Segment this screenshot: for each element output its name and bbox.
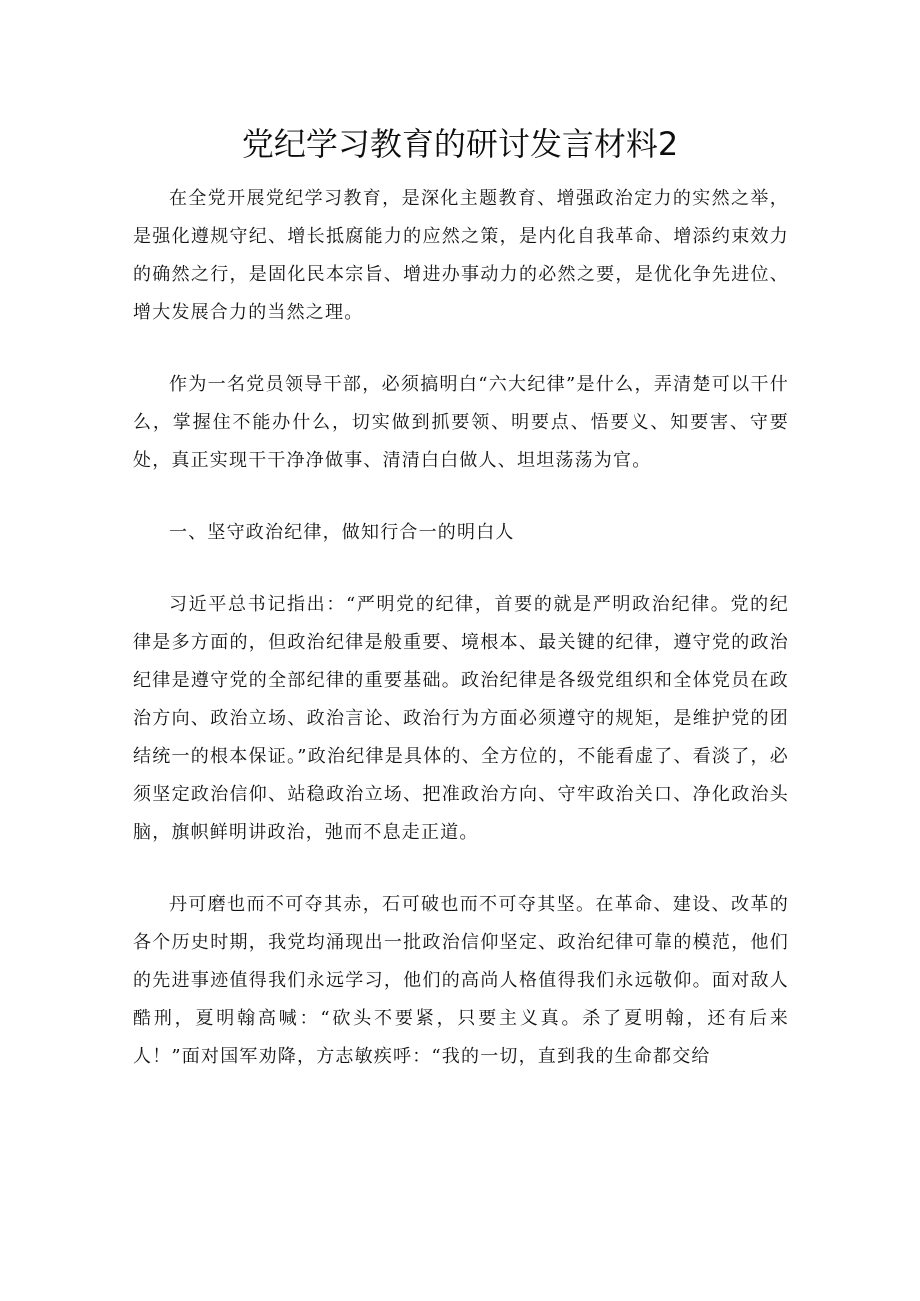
- document-body: [133, 180, 789, 1076]
- intro-paragraph-2: 作为一名党员领导干部，必须搞明白“六大纪律”是什么，弄清楚可以干什么，掌握住不能办什么，切实做到抓要领、明要点、悟要义、知要害、守要处，真正实现干干净净做事、清清白白做人、坦坦荡荡为官。: [133, 374, 789, 471]
- section-paragraph-1: 习近平总书记指出：“严明党的纪律，首要的就是严明政治纪律。党的纪律是多方面的，但政治纪律是般重要、境根本、最关键的纪律，遵守党的政治纪律是遵守党的全部纪律的重要基础。政治纪律是各级党组织和全体党员在政治方向、政治立场、政治言论、政治行为方面必须遵守的规矩，是维护党的团结统一的根本保证。”政治纪律是具体的、全方位的，不能看虚了、看淡了，必须坚定政治信仰、站稳政治立场、把准政治方向、守牢政治关口、净化政治头脑，旗帜鲜明讲政治，弛而不息走正道。: [133, 594, 789, 843]
- section-paragraph-2: 丹可磨也而不可夺其赤，石可破也而不可夺其坚。在革命、建设、改革的各个历史时期，我党均涌现出一批政治信仰坚定、政治纪律可靠的模范，他们的先进事迹值得我们永远学习，他们的高尚人格值得我们永远敬仰。面对敌人酷刑，夏明翰高喊：“砍头不要紧，只要主义真。杀了夏明翰，还有后来人！”面对国军劝降，方志敏疾呼：“我的一切，直到我的生命都交给: [133, 894, 789, 1067]
- intro-paragraph-1: 在全党开展党纪学习教育，是深化主题教育、增强政治定力的实然之举，是强化遵规守纪、增长抵腐能力的应然之策，是内化自我革命、增添约束效力的确然之行，是固化民本宗旨、增进办事动力的必然之要，是优化争先进位、增大发展合力的当然之理。: [133, 188, 789, 323]
- section-heading-1: 一、坚守政治纪律，做知行合一的明白人: [169, 522, 515, 543]
- document-title: 党纪学习教育的研讨发言材料2: [241, 125, 679, 163]
